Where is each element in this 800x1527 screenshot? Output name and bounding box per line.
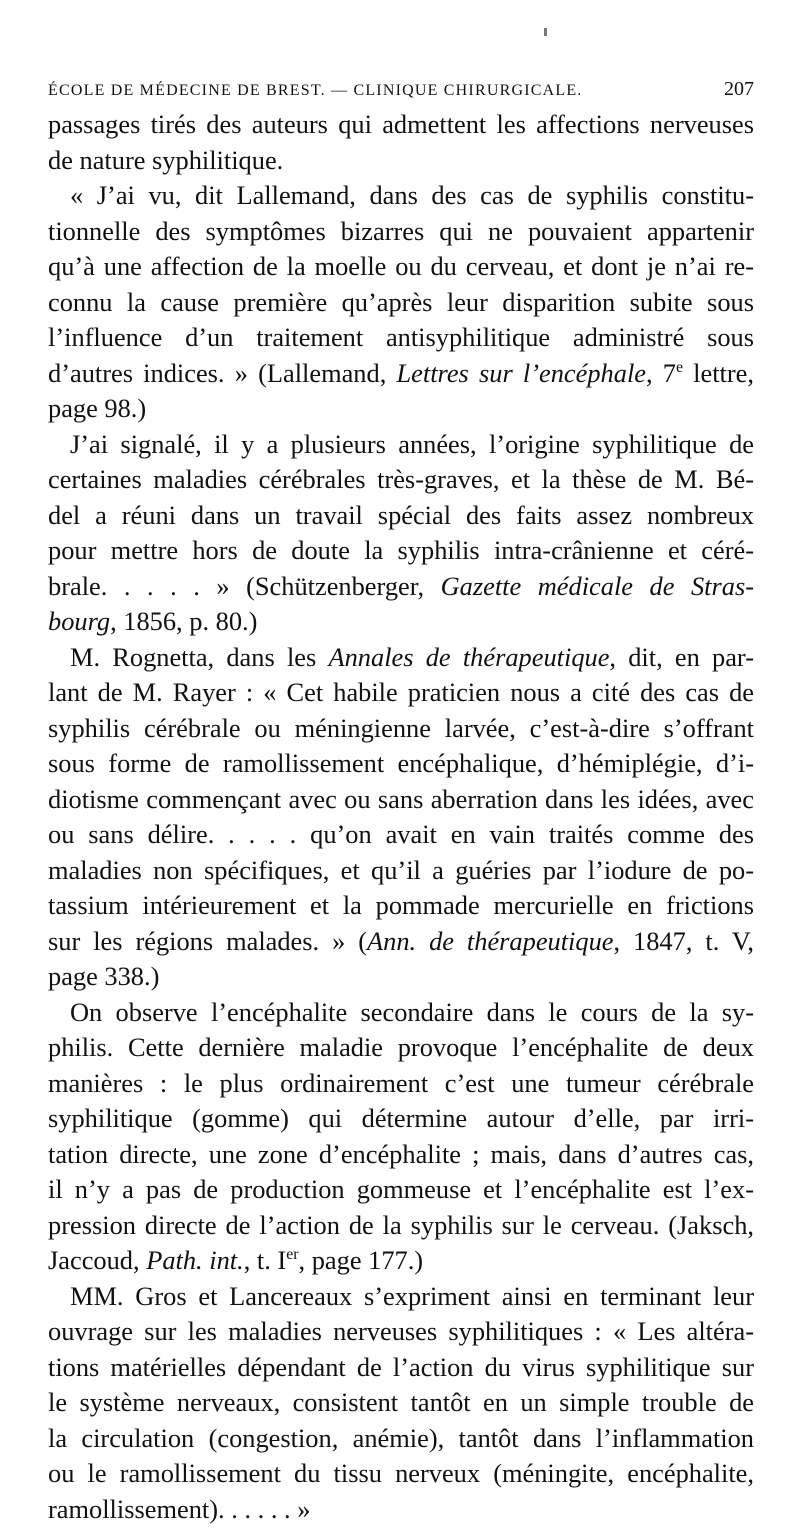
text-line: M. Rognetta, dans les Annales de thérapeutique, dit, en par- xyxy=(48,640,754,676)
text-line: page 98.) xyxy=(48,391,754,427)
italic-title: Gazette médicale de Stras- xyxy=(441,571,754,601)
text-line: tassium intérieurement et la pommade mercurielle en frictions xyxy=(48,888,754,924)
text-line: ou sans délire. . . . . qu’on avait en vain traités comme des xyxy=(48,817,754,853)
text-line: MM. Gros et Lancereaux s’expriment ainsi en terminant leur xyxy=(48,1279,754,1315)
text-line: del a réuni dans un travail spécial des faits assez nombreux xyxy=(48,498,754,534)
paragraph xyxy=(48,178,754,427)
text-line: diotisme commençant avec ou sans aberration dans les idées, avec xyxy=(48,782,754,818)
running-header xyxy=(48,78,754,101)
text-line: « J’ai vu, dit Lallemand, dans des cas de syphilis constitu- xyxy=(48,178,754,214)
text-line: tions matérielles dépendant de l’action du virus syphilitique sur xyxy=(48,1350,754,1386)
italic-title: Annales de thérapeutique xyxy=(328,642,609,672)
text-line: lant de M. Rayer : « Cet habile praticien nous a cité des cas de xyxy=(48,675,754,711)
superscript: er xyxy=(286,1246,298,1263)
text-line: tation directe, une zone d’encéphalite ; mais, dans d’autres cas, xyxy=(48,1137,754,1173)
print-speck xyxy=(544,28,547,36)
text-line: bourg, 1856, p. 80.) xyxy=(48,604,754,640)
text-line: sur les régions malades. » (Ann. de thérapeutique, 1847, t. V, xyxy=(48,924,754,960)
text-line: de nature syphilitique. xyxy=(48,143,754,179)
text-line: connu la cause première qu’après leur disparition subite sous xyxy=(48,285,754,321)
paragraph xyxy=(48,1279,754,1527)
text-line: l’influence d’un traitement antisyphilitique administré sous xyxy=(48,320,754,356)
header-title: ÉCOLE DE MÉDECINE DE BREST. — CLINIQUE CHIRURGICALE. xyxy=(48,82,583,100)
text-line: pression directe de l’action de la syphilis sur le cerveau. (Jaksch, xyxy=(48,1208,754,1244)
text-line: manières : le plus ordinairement c’est une tumeur cérébrale xyxy=(48,1066,754,1102)
text-line: ouvrage sur les maladies nerveuses syphilitiques : « Les altéra- xyxy=(48,1314,754,1350)
text-line: pour mettre hors de doute la syphilis intra-crânienne et céré- xyxy=(48,533,754,569)
text-line: ou le ramollissement du tissu nerveux (méningite, encéphalite, xyxy=(48,1456,754,1492)
paragraph xyxy=(48,427,754,640)
text-line: d’autres indices. » (Lallemand, Lettres sur l’encéphale, 7e lettre, xyxy=(48,356,754,392)
paragraph xyxy=(48,995,754,1279)
text-line: tionnelle des symptômes bizarres qui ne pouvaient appartenir xyxy=(48,214,754,250)
text-line: brale. . . . . » (Schützenberger, Gazette médicale de Stras- xyxy=(48,569,754,605)
text-line: sous forme de ramollissement encéphalique, d’hémiplégie, d’i- xyxy=(48,746,754,782)
text-line: passages tirés des auteurs qui admettent les affections nerveuses xyxy=(48,107,754,143)
text-line: le système nerveaux, consistent tantôt en un simple trouble de xyxy=(48,1385,754,1421)
text-line: J’ai signalé, il y a plusieurs années, l’origine syphilitique de xyxy=(48,427,754,463)
page-body xyxy=(48,107,754,1527)
text-line: syphilis cérébrale ou méningienne larvée, c’est-à-dire s’offrant xyxy=(48,711,754,747)
italic-title: Path. int. xyxy=(146,1245,244,1275)
paragraph xyxy=(48,107,754,178)
superscript: e xyxy=(676,359,683,376)
italic-title: Lettres sur l’encéphale xyxy=(396,358,646,388)
text-line: philis. Cette dernière maladie provoque l’encéphalite de deux xyxy=(48,1030,754,1066)
italic-title: Ann. de thérapeutique xyxy=(367,926,613,956)
paragraph xyxy=(48,640,754,995)
text-line: Jaccoud, Path. int., t. Ier, page 177.) xyxy=(48,1243,754,1279)
text-line: qu’à une affection de la moelle ou du cerveau, et dont je n’ai re- xyxy=(48,249,754,285)
page-number: 207 xyxy=(724,78,754,101)
text-line: il n’y a pas de production gommeuse et l’encéphalite est l’ex- xyxy=(48,1172,754,1208)
text-line: page 338.) xyxy=(48,959,754,995)
text-line: syphilitique (gomme) qui détermine autour d’elle, par irri- xyxy=(48,1101,754,1137)
text-line: ramollissement). . . . . . » xyxy=(48,1492,754,1527)
text-line: maladies non spécifiques, et qu’il a guéries par l’iodure de po- xyxy=(48,853,754,889)
text-line: On observe l’encéphalite secondaire dans le cours de la sy- xyxy=(48,995,754,1031)
text-line: la circulation (congestion, anémie), tantôt dans l’inflammation xyxy=(48,1421,754,1457)
text-line: certaines maladies cérébrales très-graves, et la thèse de M. Bé- xyxy=(48,462,754,498)
italic-title: bourg xyxy=(48,606,110,636)
